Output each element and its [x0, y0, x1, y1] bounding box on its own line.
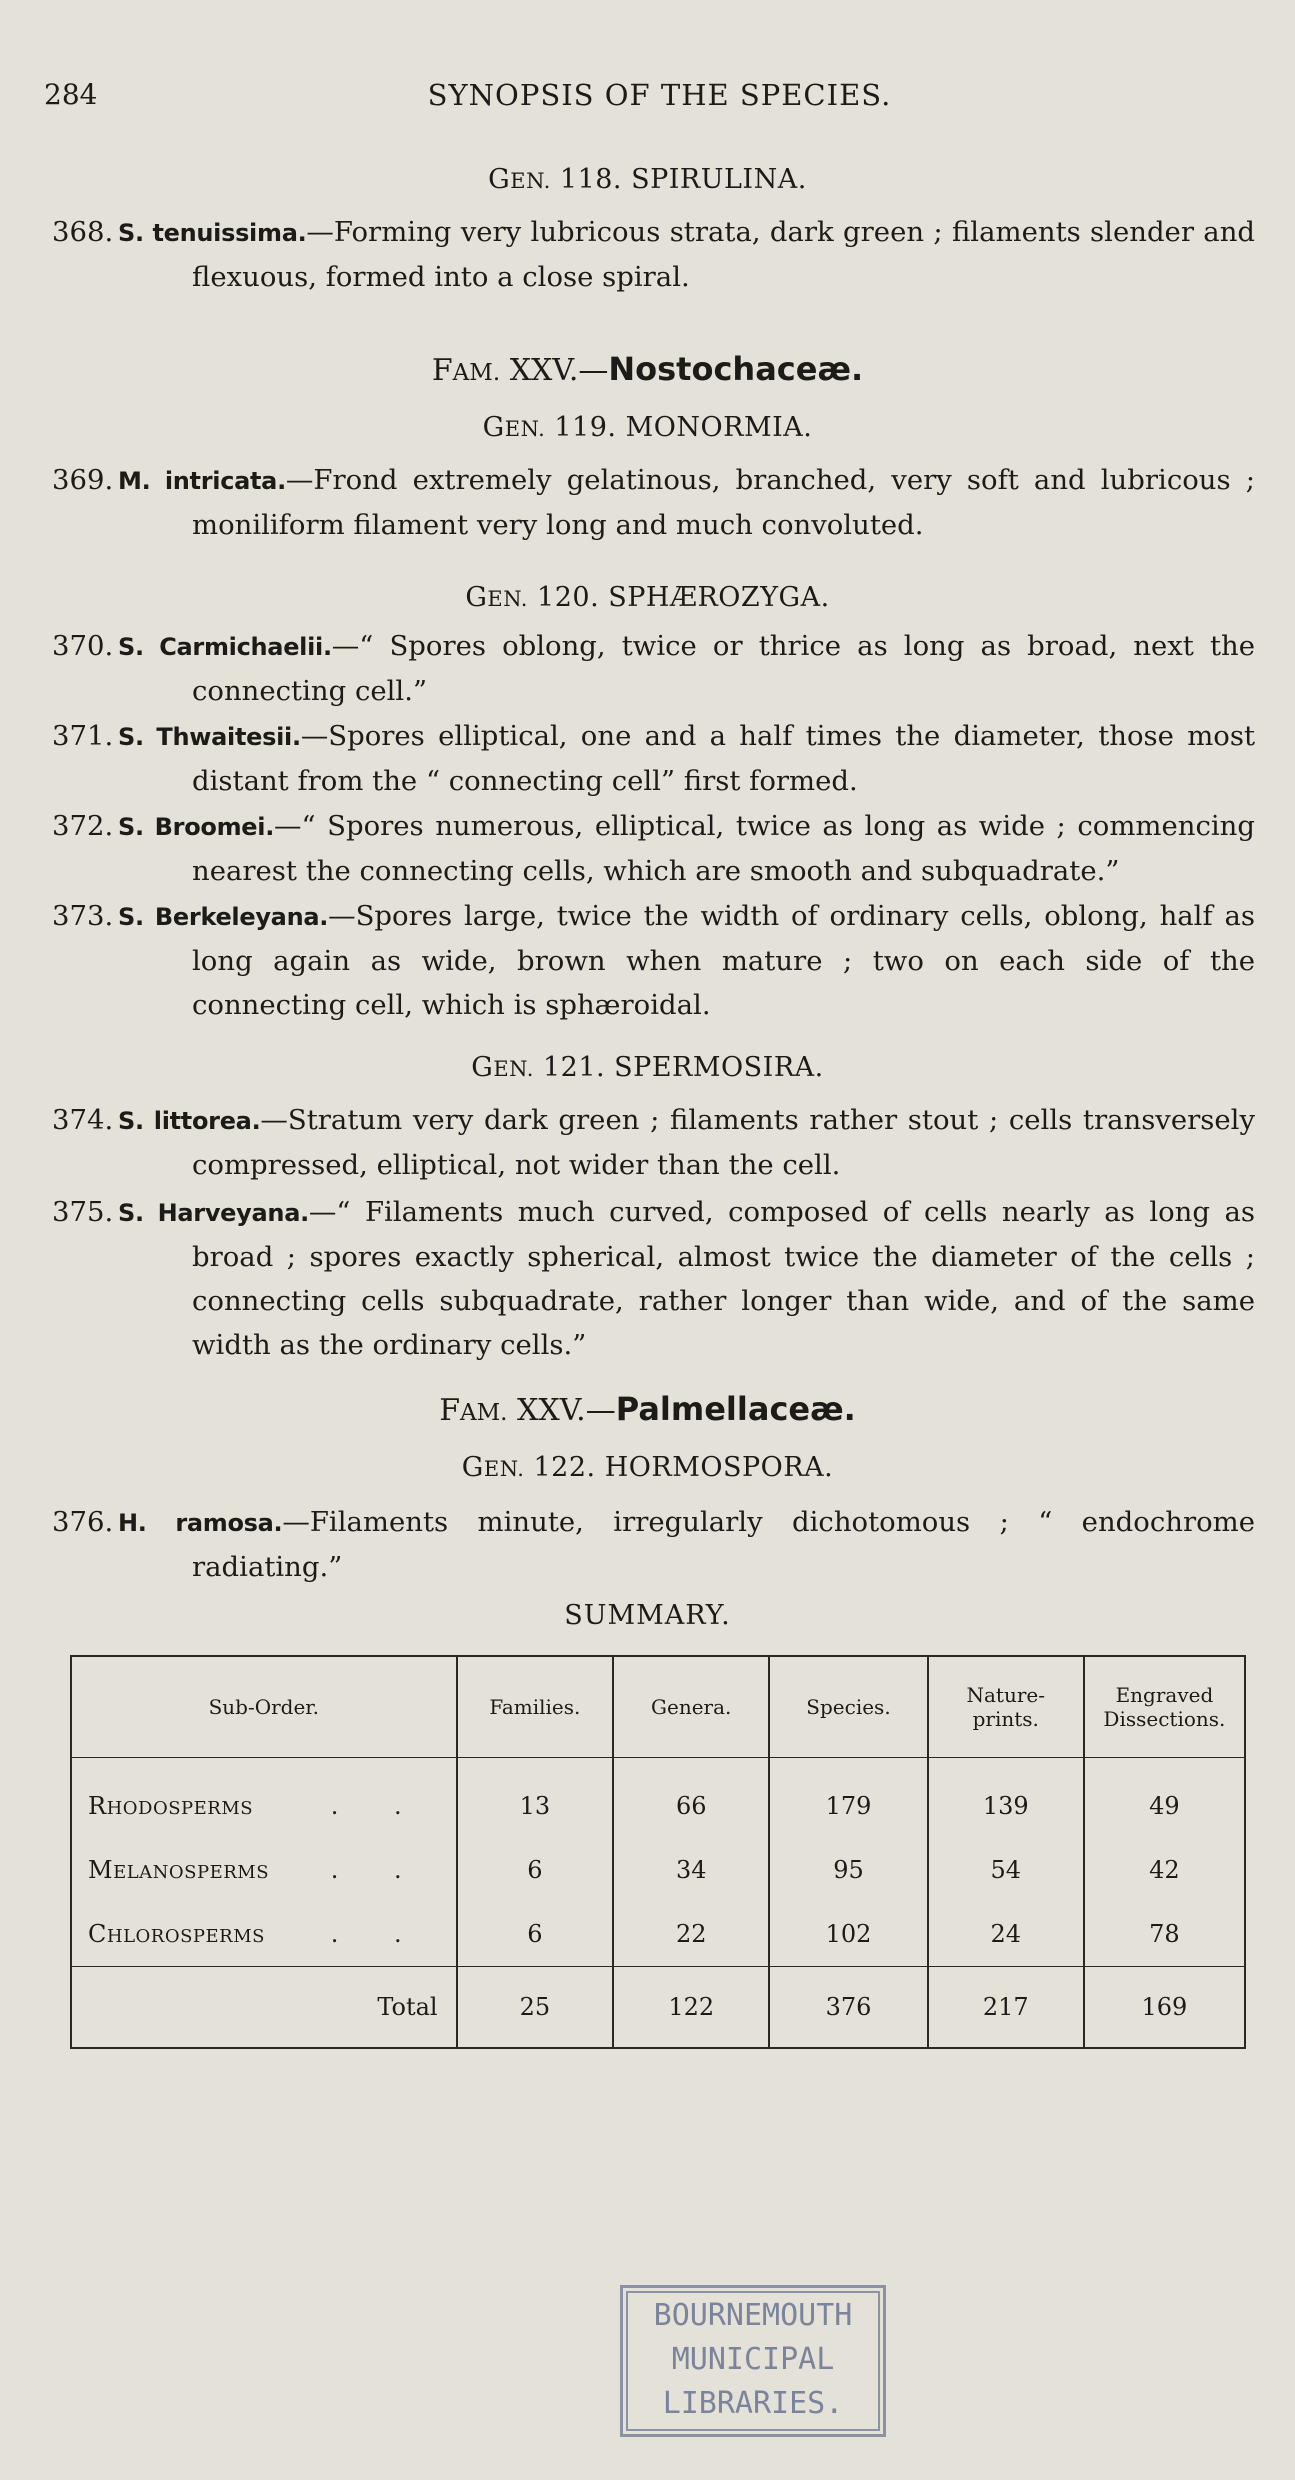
species-entry-369: 369. M. intricata.—Frond extremely gelatinous, branched, very soft and lubricous ; moniliform filament very long and much convoluted. [52, 464, 1255, 541]
species-entry-368: 368. S. tenuissima.—Forming very lubricous strata, dark green ; filaments slender and flexuous, formed into a close spiral. [52, 216, 1256, 293]
total-species: 376 [769, 1967, 927, 2049]
genus-heading-122: GEN. 122. HORMOSPORA. [461, 1452, 834, 1483]
row-label: MELANOSPERMS . . [71, 1838, 457, 1902]
table-row [71, 1902, 1245, 1967]
cell-families: 6 [457, 1902, 614, 1967]
header-families: Families. [457, 1656, 614, 1758]
cell-nature-prints: 24 [928, 1902, 1084, 1967]
total-label: Total [71, 1967, 457, 2049]
library-stamp: BOURNEMOUTH MUNICIPAL LIBRARIES. [620, 2285, 886, 2437]
cell-families: 13 [457, 1758, 614, 1839]
total-engraved: 169 [1084, 1967, 1245, 2049]
total-nature-prints: 217 [928, 1967, 1084, 2049]
total-genera: 122 [613, 1967, 769, 2049]
cell-species: 102 [769, 1902, 927, 1967]
genus-heading-118: GEN. 118. SPIRULINA. [488, 164, 807, 195]
table-row [71, 1838, 1245, 1902]
species-entry-371: 371. S. Thwaitesii.—Spores elliptical, one and a half times the diameter, those most distant from the “ connecting cell” first formed. [52, 720, 1255, 797]
cell-genera: 66 [613, 1758, 769, 1839]
summary-header-row [71, 1656, 1245, 1758]
species-entry-376: 376. H. ramosa.—Filaments minute, irregularly dichotomous ; “ endochrome radiating.” [52, 1506, 1255, 1583]
total-families: 25 [457, 1967, 614, 2049]
cell-species: 95 [769, 1838, 927, 1902]
row-label: RHODOSPERMS . . [71, 1758, 457, 1839]
table-row [71, 1758, 1245, 1839]
row-label: CHLOROSPERMS . . [71, 1902, 457, 1967]
family-heading-nostochaceae: FAM. XXV.—Nostochaceæ. [431, 350, 864, 388]
cell-engraved: 49 [1084, 1758, 1245, 1839]
genus-heading-120: GEN. 120. SPHÆROZYGA. [465, 582, 830, 613]
header-sub-order: Sub-Order. [71, 1656, 457, 1758]
cell-nature-prints: 54 [928, 1838, 1084, 1902]
running-title: SYNOPSIS OF THE SPECIES. [427, 78, 892, 112]
species-entry-374: 374. S. littorea.—Stratum very dark green ; filaments rather stout ; cells transversely compressed, elliptical, not wider than the cell. [52, 1104, 1255, 1181]
cell-engraved: 42 [1084, 1838, 1245, 1902]
header-species: Species. [769, 1656, 927, 1758]
cell-species: 179 [769, 1758, 927, 1839]
page-number: 284 [44, 78, 98, 111]
cell-genera: 22 [613, 1902, 769, 1967]
cell-engraved: 78 [1084, 1902, 1245, 1967]
genus-heading-121: GEN. 121. SPERMOSIRA. [471, 1052, 824, 1083]
header-engraved-dissections: Engraved Dissections. [1084, 1656, 1245, 1758]
total-row [71, 1967, 1245, 2049]
species-entry-370: 370. S. Carmichaelii.—“ Spores oblong, twice or thrice as long as broad, next the connecting cell.” [52, 630, 1255, 707]
family-heading-palmellaceae: FAM. XXV.—Palmellaceæ. [439, 1390, 856, 1428]
species-entry-372: 372. S. Broomei.—“ Spores numerous, elliptical, twice as long as wide ; commencing nearest the connecting cells, which are smooth and subquadrate.” [52, 810, 1255, 887]
species-entry-375: 375. S. Harveyana.—“ Filaments much curved, composed of cells nearly as long as broad ; spores exactly spherical, almost twice the diameter of the cells ; connecting cells subquadrate, rather longer than wide, and of the same width as the ordinary cells.” [52, 1196, 1255, 1361]
running-head [44, 78, 1255, 122]
summary-table [70, 1655, 1246, 2049]
cell-nature-prints: 139 [928, 1758, 1084, 1839]
cell-genera: 34 [613, 1838, 769, 1902]
cell-families: 6 [457, 1838, 614, 1902]
header-nature-prints: Nature- prints. [928, 1656, 1084, 1758]
genus-heading-119: GEN. 119. MONORMIA. [482, 412, 813, 443]
summary-title: SUMMARY. [564, 1600, 731, 1631]
header-genera: Genera. [613, 1656, 769, 1758]
species-entry-373: 373. S. Berkeleyana.—Spores large, twice the width of ordinary cells, oblong, half as long again as wide, brown when mature ; two on each side of the connecting cell, which is sphæroidal. [52, 900, 1255, 1021]
